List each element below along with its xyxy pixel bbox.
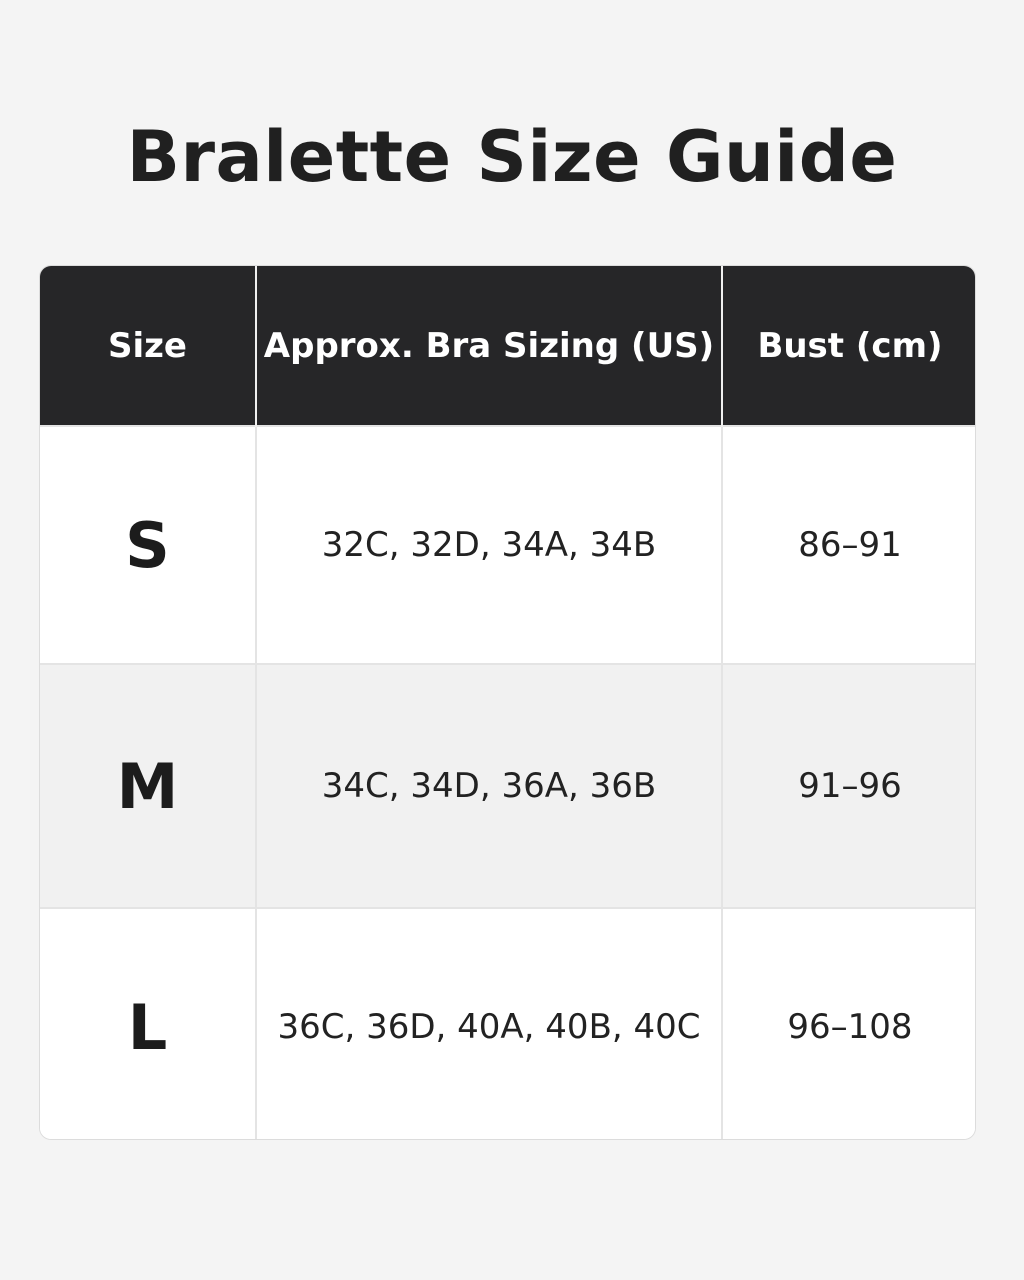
- bra-sizing-cell: 34C, 34D, 36A, 36B: [256, 664, 722, 908]
- size-cell: M: [40, 664, 256, 908]
- header-bust: Bust (cm): [722, 266, 976, 426]
- table-row: [40, 426, 976, 664]
- header-bra-sizing: Approx. Bra Sizing (US): [256, 266, 722, 426]
- bra-sizing-cell: 36C, 36D, 40A, 40B, 40C: [256, 908, 722, 1140]
- bust-cell: 86–91: [722, 426, 976, 664]
- page-title: Bralette Size Guide: [126, 116, 898, 198]
- size-cell: L: [40, 908, 256, 1140]
- table-row: [40, 908, 976, 1140]
- size-table: [40, 266, 976, 1140]
- header-size: Size: [40, 266, 256, 426]
- size-cell: S: [40, 426, 256, 664]
- table-row: [40, 664, 976, 908]
- bust-cell: 96–108: [722, 908, 976, 1140]
- size-table-container: [39, 265, 976, 1140]
- table-body: [40, 426, 976, 1140]
- bra-sizing-cell: 32C, 32D, 34A, 34B: [256, 426, 722, 664]
- table-header-row: [40, 266, 976, 426]
- bust-cell: 91–96: [722, 664, 976, 908]
- table-header: [40, 266, 976, 426]
